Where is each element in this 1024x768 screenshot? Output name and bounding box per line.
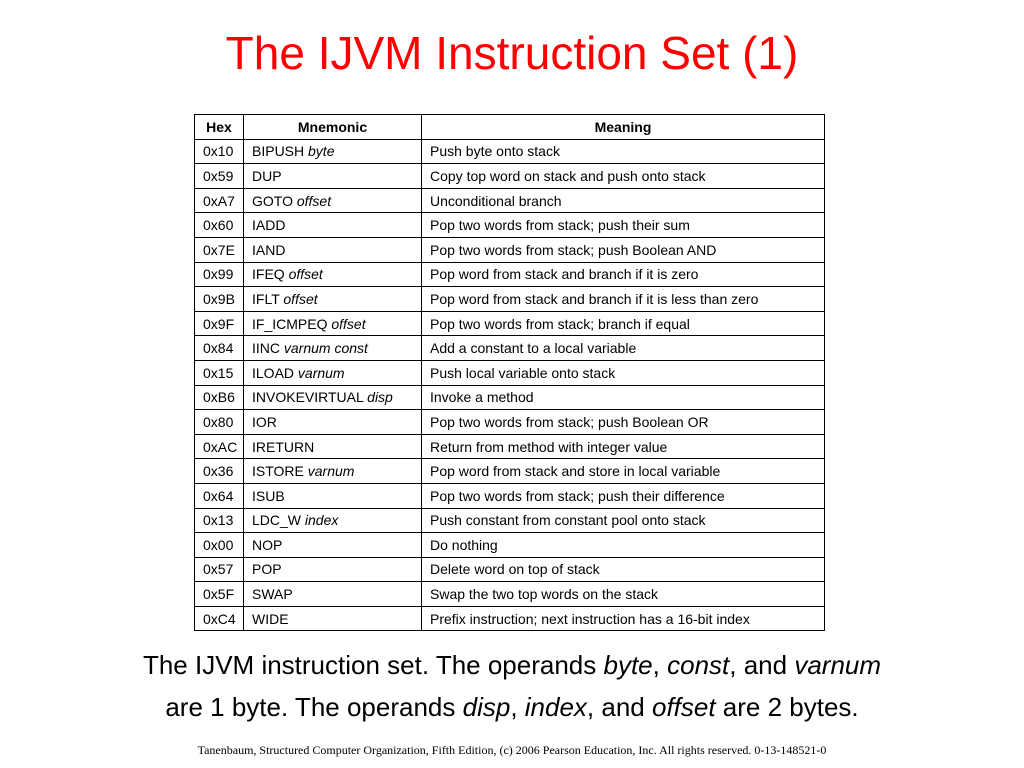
caption-text: , — [510, 692, 525, 722]
mnemonic-name: DUP — [252, 167, 282, 184]
caption-emphasis: disp — [462, 692, 511, 722]
table-row — [195, 360, 825, 385]
table-row — [195, 410, 825, 435]
instruction-table — [194, 114, 825, 631]
mnemonic-cell — [244, 557, 422, 582]
hex-cell: 0x59 — [195, 164, 244, 189]
meaning-cell: Pop word from stack and branch if it is zero — [422, 262, 825, 287]
operand-name: varnum — [297, 364, 345, 381]
table-row — [195, 385, 825, 410]
operand-name: index — [304, 512, 339, 529]
hex-cell: 0x15 — [195, 360, 244, 385]
mnemonic-cell — [244, 533, 422, 558]
mnemonic-name: IINC — [252, 340, 280, 357]
table-row — [195, 459, 825, 484]
table-row — [195, 164, 825, 189]
caption-text: The IJVM instruction set. The operands — [142, 650, 604, 680]
operand-name: offset — [331, 315, 366, 332]
header-mnemonic: Mnemonic — [244, 115, 422, 140]
header-hex: Hex — [195, 115, 244, 140]
mnemonic-cell — [244, 508, 422, 533]
meaning-cell: Pop two words from stack; push Boolean AND — [422, 237, 825, 262]
mnemonic-name: INVOKEVIRTUAL — [252, 389, 364, 406]
hex-cell: 0x60 — [195, 213, 244, 238]
mnemonic-name: LDC_W — [252, 512, 302, 529]
caption-text: , — [652, 650, 668, 680]
copyright-footer: Tanenbaum, Structured Computer Organization, Fifth Edition, (c) 2006 Pearson Education, Inc. All rights reserved. 0-13-148521-0 — [197, 743, 827, 757]
mnemonic-name: IF_ICMPEQ — [252, 315, 328, 332]
table-row — [195, 533, 825, 558]
caption-text: , and — [586, 692, 652, 722]
hex-cell: 0x9B — [195, 287, 244, 312]
hex-cell: 0xA7 — [195, 188, 244, 213]
meaning-cell: Prefix instruction; next instruction has a 16-bit index — [422, 606, 825, 631]
mnemonic-name: IFEQ — [252, 266, 285, 283]
operand-name: disp — [367, 389, 393, 406]
mnemonic-cell — [244, 410, 422, 435]
mnemonic-cell — [244, 237, 422, 262]
mnemonic-cell — [244, 213, 422, 238]
slide-caption — [0, 644, 1024, 728]
meaning-cell: Pop two words from stack; push their sum — [422, 213, 825, 238]
table-body — [195, 139, 825, 631]
mnemonic-name: WIDE — [252, 610, 289, 627]
caption-emphasis: const — [667, 650, 730, 680]
mnemonic-name: GOTO — [252, 192, 293, 209]
operand-name: offset — [296, 192, 332, 209]
hex-cell: 0x36 — [195, 459, 244, 484]
mnemonic-name: IAND — [252, 241, 286, 258]
meaning-cell: Pop word from stack and branch if it is less than zero — [422, 287, 825, 312]
caption-emphasis: index — [524, 692, 587, 722]
hex-cell: 0x84 — [195, 336, 244, 361]
table-row — [195, 336, 825, 361]
table-row — [195, 139, 825, 164]
hex-cell: 0x7E — [195, 237, 244, 262]
hex-cell: 0xB6 — [195, 385, 244, 410]
mnemonic-name: SWAP — [252, 586, 293, 603]
meaning-cell: Push byte onto stack — [422, 139, 825, 164]
mnemonic-cell — [244, 188, 422, 213]
table-row — [195, 434, 825, 459]
hex-cell: 0x13 — [195, 508, 244, 533]
table-row — [195, 262, 825, 287]
caption-line-1 — [0, 644, 1024, 686]
mnemonic-name: POP — [252, 561, 282, 578]
hex-cell: 0x99 — [195, 262, 244, 287]
table-row — [195, 508, 825, 533]
meaning-cell: Return from method with integer value — [422, 434, 825, 459]
hex-cell: 0xC4 — [195, 606, 244, 631]
mnemonic-cell — [244, 164, 422, 189]
table-row — [195, 606, 825, 631]
operand-name: offset — [288, 266, 323, 283]
table-row — [195, 213, 825, 238]
mnemonic-name: BIPUSH — [252, 143, 305, 160]
operand-name: varnum — [307, 463, 355, 480]
meaning-cell: Pop two words from stack; branch if equal — [422, 311, 825, 336]
table-row — [195, 237, 825, 262]
mnemonic-cell — [244, 139, 422, 164]
meaning-cell: Swap the two top words on the stack — [422, 582, 825, 607]
hex-cell: 0x00 — [195, 533, 244, 558]
mnemonic-name: ISTORE — [252, 463, 304, 480]
mnemonic-cell — [244, 287, 422, 312]
caption-text: , and — [729, 650, 795, 680]
slide-title: The IJVM Instruction Set (1) — [225, 27, 799, 79]
caption-text: are 1 byte. The operands — [165, 692, 463, 722]
mnemonic-name: IRETURN — [252, 438, 315, 455]
table-row — [195, 188, 825, 213]
mnemonic-name: IADD — [252, 217, 286, 234]
meaning-cell: Invoke a method — [422, 385, 825, 410]
mnemonic-cell — [244, 483, 422, 508]
mnemonic-name: ILOAD — [252, 364, 295, 381]
hex-cell: 0x64 — [195, 483, 244, 508]
meaning-cell: Copy top word on stack and push onto stack — [422, 164, 825, 189]
mnemonic-cell — [244, 336, 422, 361]
meaning-cell: Push local variable onto stack — [422, 360, 825, 385]
table-row — [195, 557, 825, 582]
hex-cell: 0xAC — [195, 434, 244, 459]
hex-cell: 0x9F — [195, 311, 244, 336]
mnemonic-cell — [244, 262, 422, 287]
caption-emphasis: offset — [651, 692, 716, 722]
meaning-cell: Pop two words from stack; push Boolean OR — [422, 410, 825, 435]
mnemonic-name: NOP — [252, 536, 283, 553]
mnemonic-cell — [244, 311, 422, 336]
meaning-cell: Delete word on top of stack — [422, 557, 825, 582]
mnemonic-cell — [244, 606, 422, 631]
meaning-cell: Do nothing — [422, 533, 825, 558]
meaning-cell: Add a constant to a local variable — [422, 336, 825, 361]
hex-cell: 0x5F — [195, 582, 244, 607]
mnemonic-name: IOR — [252, 413, 277, 430]
operand-name: varnum const — [283, 340, 368, 357]
mnemonic-cell — [244, 434, 422, 459]
operand-name: offset — [283, 290, 318, 307]
caption-emphasis: byte — [603, 650, 653, 680]
caption-emphasis: varnum — [794, 650, 882, 680]
meaning-cell: Pop two words from stack; push their difference — [422, 483, 825, 508]
mnemonic-name: ISUB — [252, 487, 285, 504]
table-row — [195, 483, 825, 508]
meaning-cell: Unconditional branch — [422, 188, 825, 213]
hex-cell: 0x80 — [195, 410, 244, 435]
caption-line-2 — [0, 686, 1024, 728]
operand-name: byte — [308, 143, 335, 160]
hex-cell: 0x10 — [195, 139, 244, 164]
caption-text: are 2 bytes. — [715, 692, 859, 722]
mnemonic-cell — [244, 385, 422, 410]
mnemonic-cell — [244, 459, 422, 484]
table-row — [195, 287, 825, 312]
table-row — [195, 582, 825, 607]
table-row — [195, 311, 825, 336]
table-header-row — [195, 115, 825, 140]
meaning-cell: Push constant from constant pool onto stack — [422, 508, 825, 533]
meaning-cell: Pop word from stack and store in local variable — [422, 459, 825, 484]
hex-cell: 0x57 — [195, 557, 244, 582]
header-meaning: Meaning — [422, 115, 825, 140]
mnemonic-cell — [244, 360, 422, 385]
mnemonic-cell — [244, 582, 422, 607]
mnemonic-name: IFLT — [252, 290, 280, 307]
